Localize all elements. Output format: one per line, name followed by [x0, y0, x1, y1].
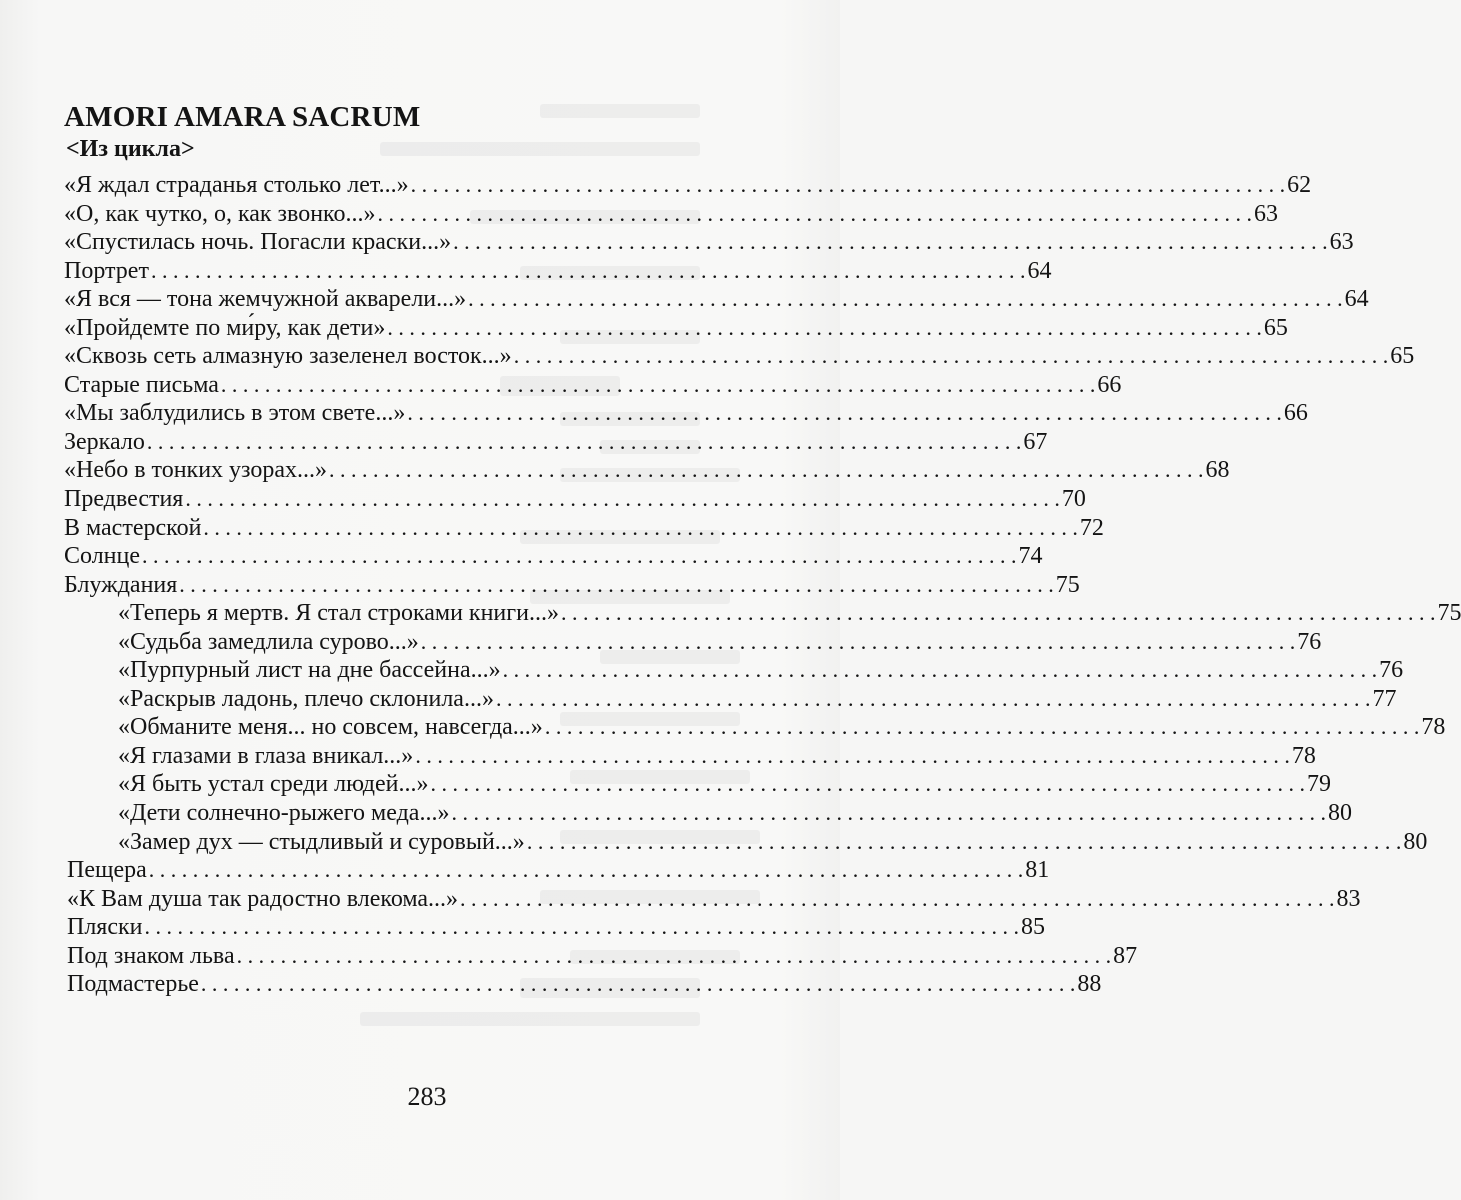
toc-entry-page: 79	[1307, 771, 1331, 798]
toc-entry-page: 67	[1023, 428, 1048, 455]
toc-entry	[0, 542, 1043, 571]
toc-entry-title: Подмастерье	[67, 971, 199, 998]
dot-leader	[147, 428, 1022, 457]
toc-entry-page: 70	[1061, 486, 1086, 513]
toc-entry-title: «Замер дух — стыдливый и суровый...»	[118, 828, 525, 855]
toc-entry-page: 80	[1403, 828, 1428, 855]
toc-entry-title: Блуждания	[64, 571, 178, 598]
toc-entry-page: 76	[1297, 628, 1322, 655]
toc-entry	[0, 399, 1308, 428]
toc-entry-title: «Судьба замедлила сурово...»	[118, 628, 419, 655]
toc-entry	[0, 856, 1050, 885]
toc-entry-page: 80	[1327, 800, 1352, 827]
section-title: AMORI AMARA SACRUM	[64, 101, 421, 133]
toc-entry	[0, 285, 1369, 314]
toc-entry-title: «Обманите меня... но совсем, навсегда...»	[118, 714, 543, 741]
toc-entry-page: 78	[1421, 714, 1446, 741]
dot-leader	[411, 171, 1286, 200]
toc-entry-page: 83	[1336, 885, 1361, 912]
toc-entry-page: 81	[1025, 857, 1050, 884]
dot-leader	[545, 713, 1420, 742]
toc-entry-page: 62	[1287, 172, 1312, 198]
toc-subentry	[0, 770, 1331, 799]
dot-leader	[415, 742, 1290, 771]
dot-leader	[151, 257, 1026, 286]
section-header	[64, 100, 420, 164]
toc-entry-title: Солнце	[64, 543, 141, 570]
toc-entry	[0, 571, 1080, 600]
toc-entry-page: 75	[1055, 571, 1080, 598]
dot-leader	[377, 200, 1252, 229]
dot-leader	[496, 685, 1371, 714]
toc-entry-page: 64	[1344, 286, 1369, 313]
toc-entry-page: 76	[1379, 657, 1404, 684]
toc-entry-title: «Пурпурный лист на дне бассейна...»	[118, 657, 501, 684]
dot-leader	[527, 828, 1402, 857]
dot-leader	[460, 885, 1335, 914]
toc-entry-page: 66	[1097, 371, 1122, 398]
toc-subentry	[0, 742, 1316, 771]
toc-entry	[0, 970, 1102, 999]
toc-entry	[0, 228, 1354, 257]
toc-entry-page: 65	[1263, 314, 1288, 341]
toc-entry-title: Старые письма	[64, 371, 219, 398]
toc-entry-title: «Теперь я мертв. Я стал строками книги...»	[118, 600, 559, 627]
toc-entry-title: «Дети солнечно-рыжего меда...»	[118, 800, 450, 827]
toc-entry-title: «К Вам душа так радостно влекома...»	[67, 885, 459, 912]
toc-entry	[0, 342, 1415, 371]
toc-entry-page: 75	[1437, 600, 1461, 627]
toc-entry-title: Пляски	[67, 914, 143, 941]
dot-leader	[421, 628, 1296, 657]
dot-leader	[451, 799, 1326, 828]
toc-subentry	[0, 656, 1404, 685]
dot-leader	[149, 856, 1024, 885]
toc-entry-page: 63	[1329, 229, 1354, 256]
toc-entry-page: 78	[1291, 742, 1316, 769]
toc-entry-page: 87	[1113, 942, 1138, 969]
toc-entry-page: 77	[1372, 685, 1397, 712]
dot-leader	[201, 970, 1076, 999]
toc-subentry	[0, 628, 1322, 657]
toc-entry-page: 68	[1205, 457, 1230, 484]
toc-entry	[0, 913, 1046, 942]
dot-leader	[221, 371, 1096, 400]
section-subtitle: <Из цикла>	[66, 136, 195, 162]
toc-entry-title: «Я вся — тона жемчужной акварели...»	[64, 286, 467, 313]
toc-entry-title: «Пройдемте по ми́ру, как дети»	[64, 314, 386, 341]
toc-subentry	[0, 685, 1397, 714]
toc-entry	[0, 314, 1288, 343]
toc-subentry	[0, 599, 1461, 628]
toc-entry-page: 63	[1253, 200, 1278, 227]
dot-leader	[431, 770, 1306, 799]
toc-entry	[0, 514, 1104, 543]
toc-subentry	[0, 799, 1352, 828]
toc-entry-title: Зеркало	[64, 428, 145, 455]
dot-leader	[503, 656, 1378, 685]
toc-entry-title: «О, как чутко, о, как звонко...»	[64, 200, 376, 227]
toc-entry-page: 72	[1079, 514, 1104, 541]
dot-leader	[468, 285, 1343, 314]
dot-leader	[145, 913, 1020, 942]
toc-entry-title: В мастерской	[64, 514, 202, 541]
toc-entry-title: «Раскрыв ладонь, плечо склонила...»	[118, 685, 494, 712]
toc-entry-page: 66	[1283, 400, 1308, 427]
toc-entry-title: «Мы заблудились в этом свете...»	[64, 400, 406, 427]
toc-entry-page: 88	[1077, 971, 1102, 998]
dot-leader	[561, 599, 1436, 628]
toc-entry	[0, 885, 1361, 914]
toc-entry-page: 64	[1027, 257, 1052, 284]
toc-entry-page: 85	[1021, 914, 1046, 941]
dot-leader	[387, 314, 1262, 343]
toc-entry-title: «Спустилась ночь. Погасли краски...»	[64, 229, 452, 256]
toc-entry	[0, 942, 1138, 971]
dot-leader	[142, 542, 1017, 571]
toc-entry-title: Под знаком льва	[67, 942, 235, 969]
toc-entry-title: «Я глазами в глаза вникал...»	[118, 742, 414, 769]
toc-subentry	[0, 713, 1446, 742]
toc-entry-title: «Я быть устал среди людей...»	[118, 771, 429, 798]
dot-leader	[203, 514, 1078, 543]
toc-entry-page: 74	[1018, 543, 1043, 570]
page-number: 283	[407, 1082, 447, 1111]
toc-entry	[0, 171, 1312, 200]
toc-entry	[0, 257, 1052, 286]
toc-entry-page: 65	[1390, 343, 1415, 370]
toc-entry	[0, 485, 1086, 514]
dot-leader	[179, 571, 1054, 600]
toc-entry-title: «Я ждал страданья столько лет...»	[64, 172, 409, 198]
table-of-contents	[0, 171, 1461, 999]
toc-entry-title: Пещера	[67, 857, 147, 884]
toc-entry	[0, 428, 1048, 457]
dot-leader	[407, 399, 1282, 428]
toc-entry-title: Предвестия	[64, 486, 184, 513]
dot-leader	[237, 942, 1112, 971]
dot-leader	[329, 456, 1204, 485]
toc-entry	[0, 371, 1122, 400]
toc-entry	[0, 200, 1278, 229]
toc-entry-title: Портрет	[64, 257, 149, 284]
toc-entry-title: «Небо в тонких узорах...»	[64, 457, 328, 484]
dot-leader	[514, 342, 1389, 371]
toc-entry	[0, 456, 1230, 485]
toc-entry-title: «Сквозь сеть алмазную зазеленел восток...»	[64, 343, 512, 370]
toc-subentry	[0, 828, 1428, 857]
dot-leader	[453, 228, 1328, 257]
dot-leader	[185, 485, 1060, 514]
